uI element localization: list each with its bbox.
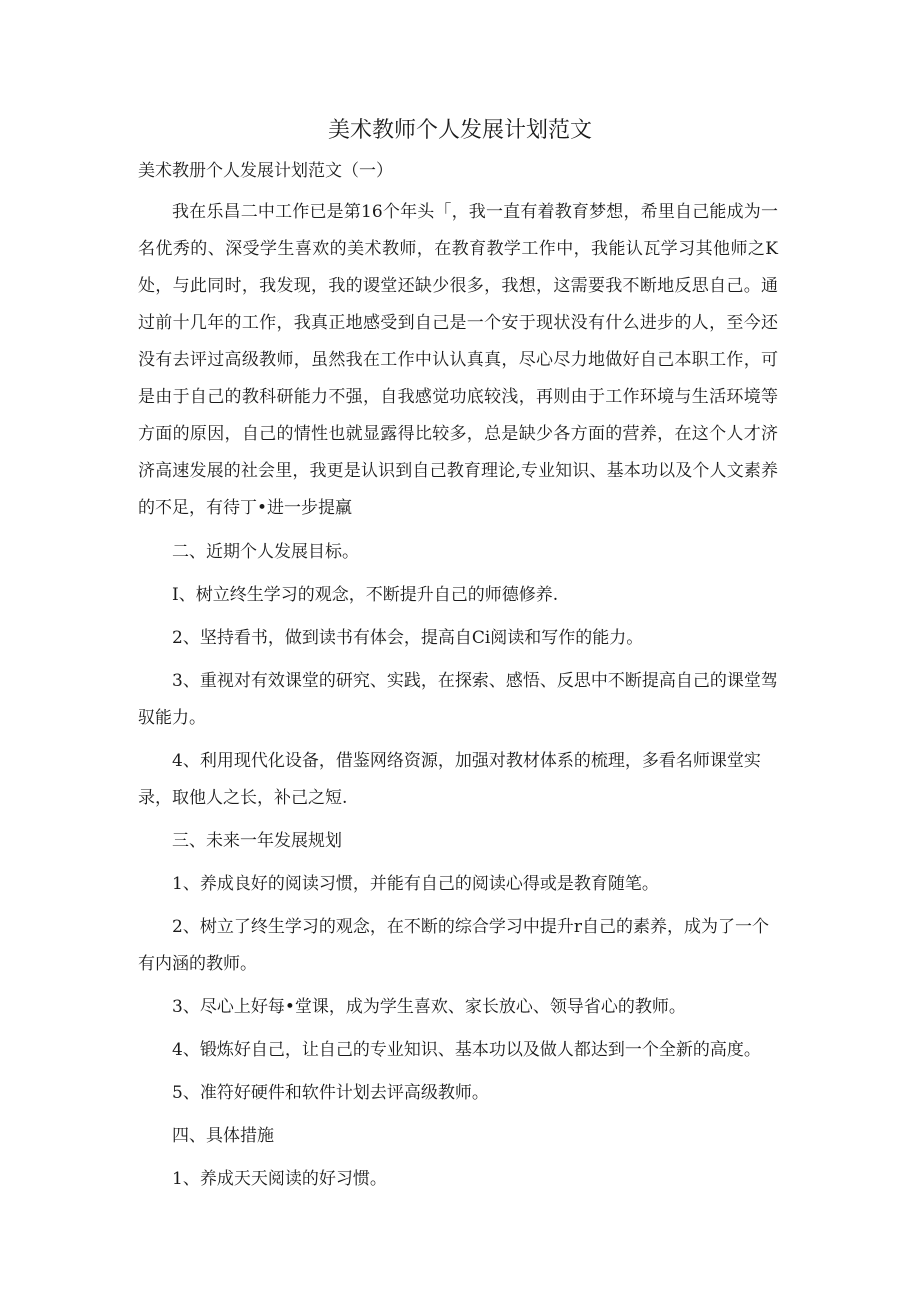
goal-item: 4、利用现代化设备，借鉴网络资源，加强对教材体系的梳理，多看名师课堂实录，取他人之长，补己之短. — [138, 751, 761, 808]
document-subtitle: 美术教册个人发展计划范文（一） — [138, 161, 393, 181]
plan-item: 4、锻炼好自己，让自己的专业知识、基本功以及做人都达到一个全新的高度。 — [172, 1040, 761, 1060]
plan-item: 5、准符好硬件和软件计划去评高级教师。 — [172, 1083, 489, 1103]
goal-item: I、树立终生学习的观念，不断提升自己的师德修养. — [172, 585, 559, 605]
document-title: 美术教师个人发展计划范文 — [327, 118, 592, 143]
goal-item: 2、坚持看书，做到读书有体会，提高自Ci阅读和写作的能力。 — [172, 628, 644, 648]
document-body — [138, 194, 778, 1204]
plan-item: 1、养成良好的阅读习惯，并能有自己的阅读心得或是教育随笔。 — [172, 874, 659, 894]
section-heading-measures: 四、具体措施 — [172, 1126, 274, 1146]
section-heading-one-year-plan: 三、未来一年发展规划 — [172, 831, 342, 851]
section-heading-near-term-goals: 二、近期个人发展目标。 — [172, 542, 359, 562]
plan-item: 2、树立了终生学习的观念，在不断的综合学习中提升r自己的素养，成为了一个有内涵的教师。 — [138, 917, 769, 974]
intro-paragraph: 我在乐昌二中工作已是第16个年头「，我一直有着教育梦想，希里自己能成为一名优秀的、深受学生喜欢的美术教师，在教育教学工作中，我能认瓦学习其他师之K处，与此同时，我发现，我的谡堂还缺少很多，我想，这需要我不断地反思自己。通过前十几年的工作，我真正地感受到自己是一个安于现状没有什么进步的人，至今还没有去评过高级教师，虽然我在工作中认认真真，尽心尽力地做好自己本职工作，可是由于自己的教科研能力不强，自我感觉功底较浅，再则由于工作环境与生活环境等方面的原因，自己的情性也就显露得比较多，总是缺少各方面的营养，在这个人才济济高速发展的社会里，我更是认识到自己教育理论,专业知识、基本功以及个人文素养的不足，有待丁•进一步提羸 — [138, 202, 778, 518]
measure-item: 1、养成天天阅读的好习惯。 — [172, 1169, 387, 1189]
goal-item: 3、重视对有效课堂的研究、实践，在探索、感悟、反思中不断提高自己的课堂驾驭能力。 — [138, 671, 778, 728]
plan-item: 3、尽心上好每•堂课，成为学生喜欢、家长放心、领导省心的教师。 — [172, 997, 686, 1017]
